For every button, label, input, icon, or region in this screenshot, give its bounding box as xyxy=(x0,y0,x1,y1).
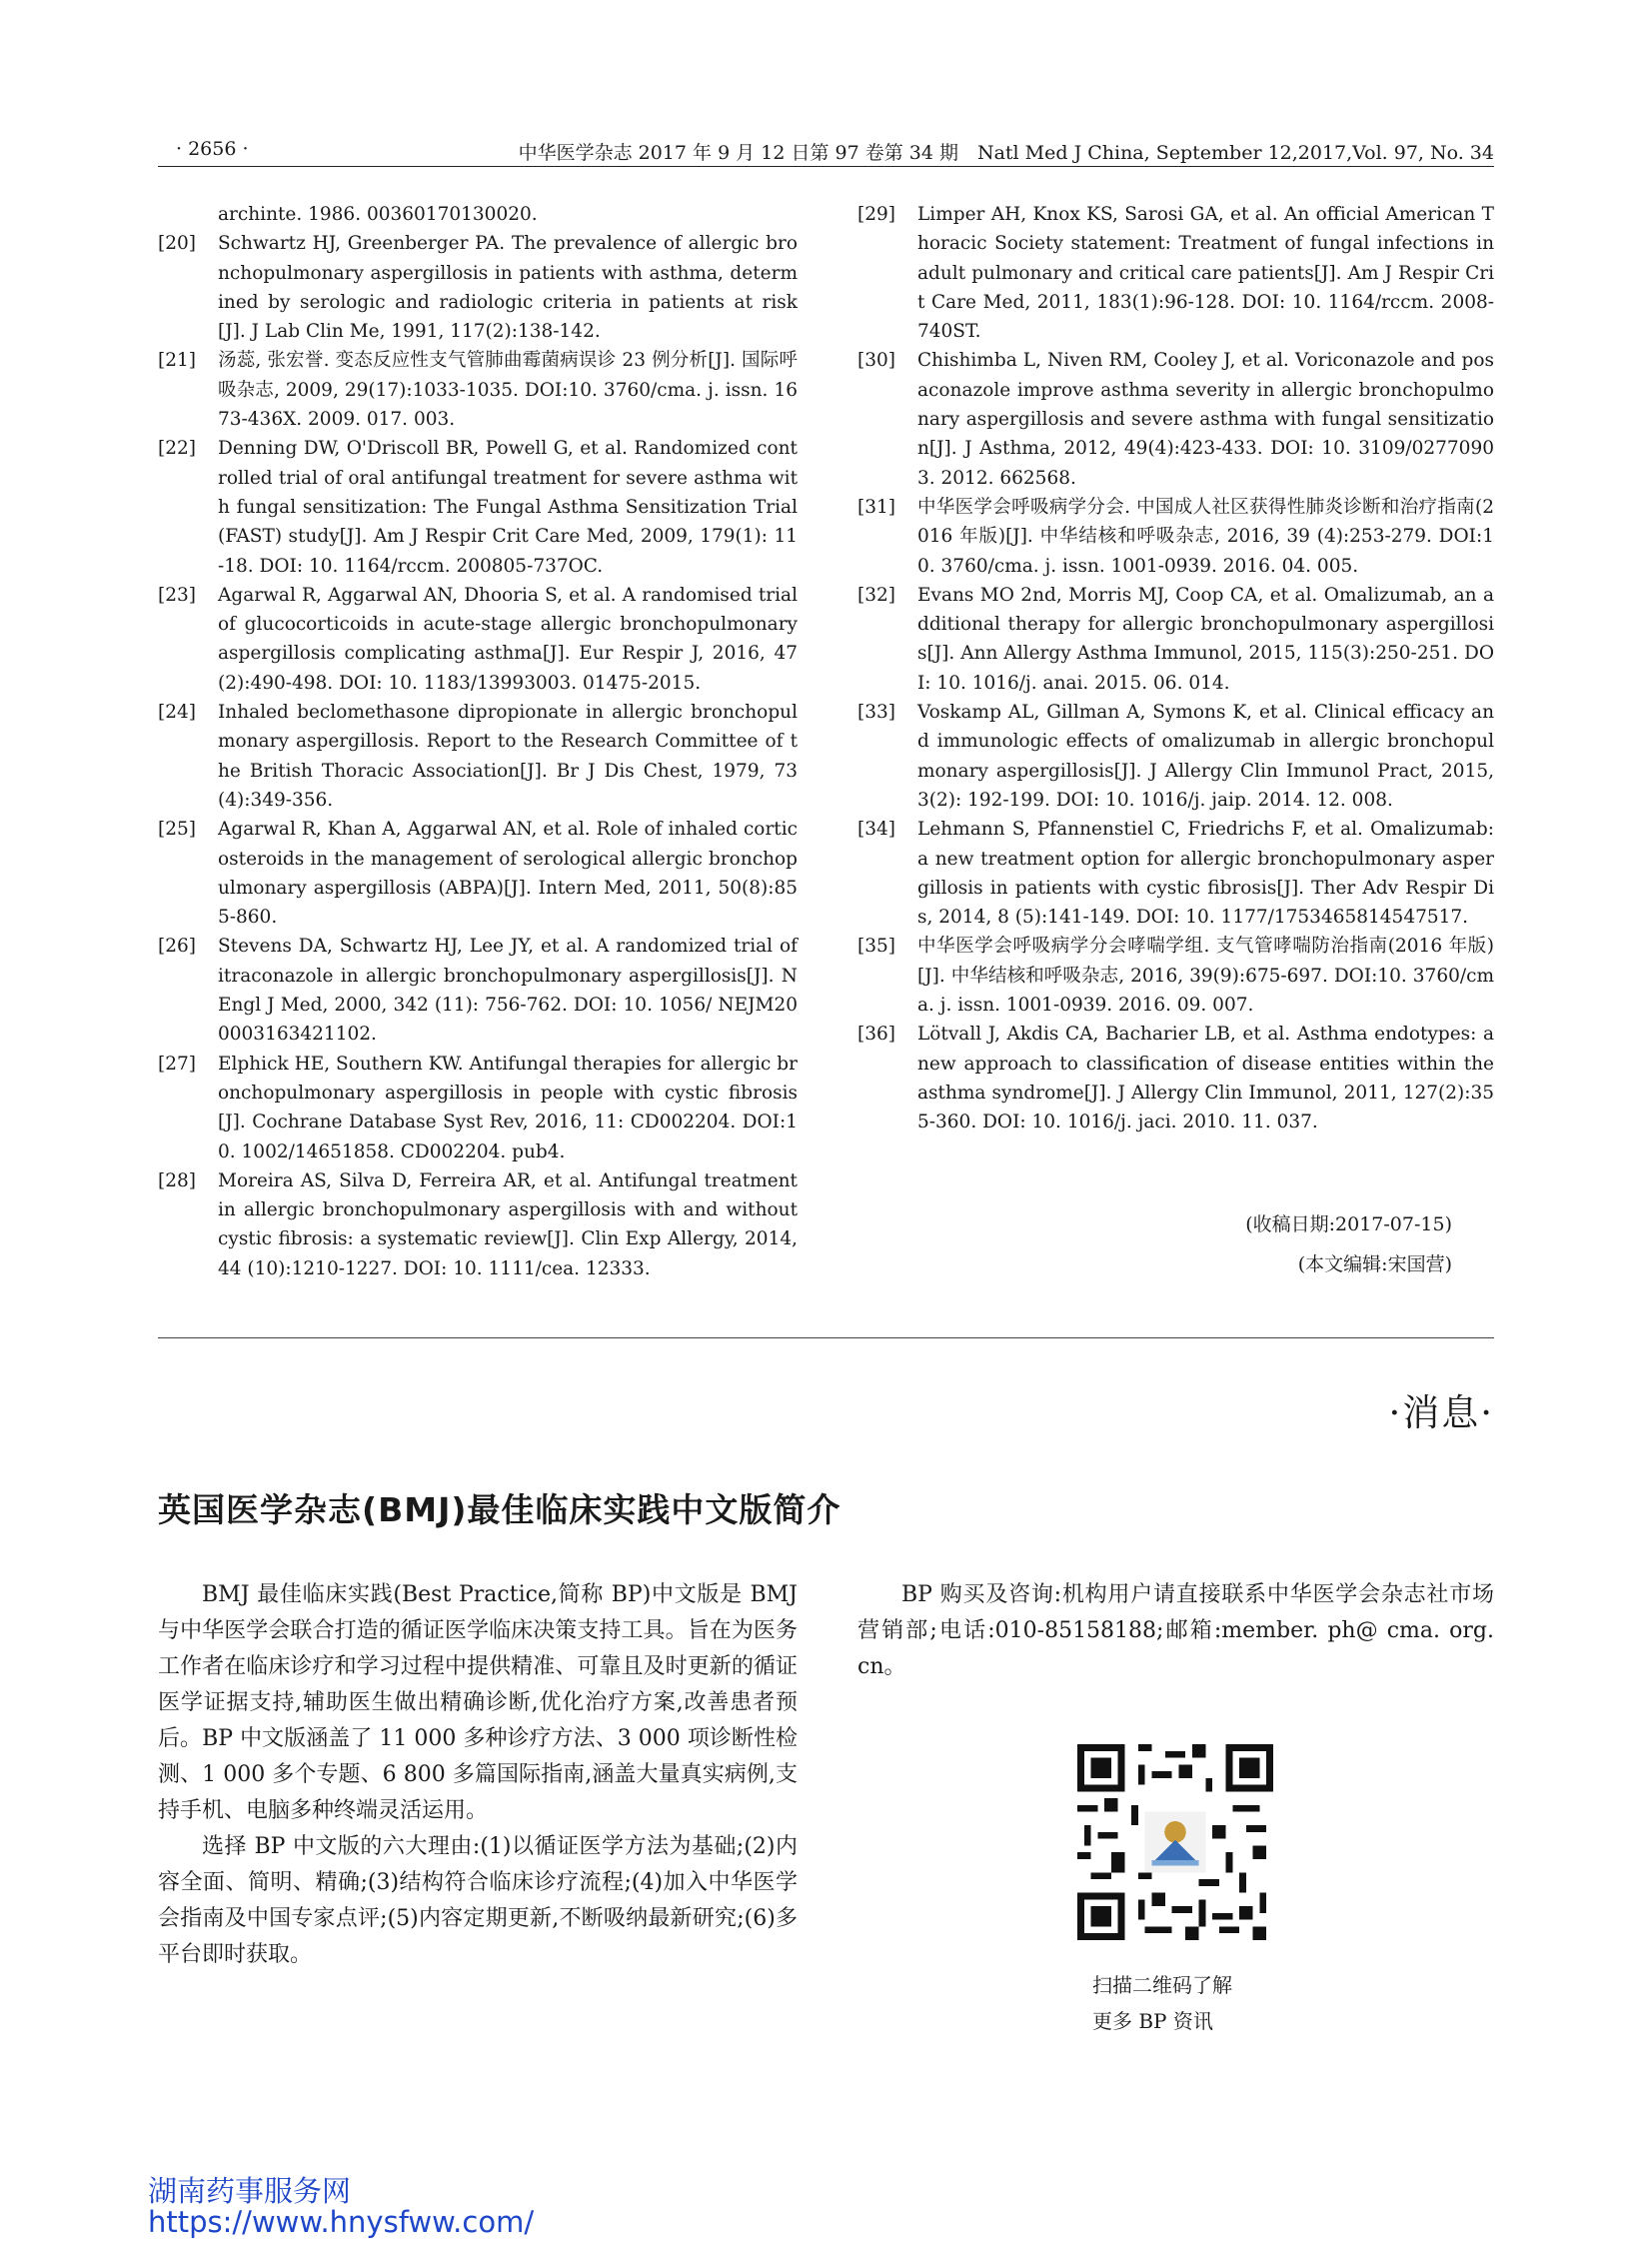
reference-item xyxy=(857,200,1494,346)
reference-number: [30] xyxy=(857,350,895,372)
reference-text: Inhaled beclomethasone dipropionate in allergic bronchopulmonary aspergillosis. Report to the Research Committee of the British Thoracic Association[J]. Br J Dis Chest, 1979, 73(4):349-356. xyxy=(218,702,798,811)
news-body-right xyxy=(857,1577,1494,1685)
reference-number: [32] xyxy=(857,584,895,606)
reference-item xyxy=(857,1020,1494,1136)
news-section-tag: ·消息· xyxy=(1388,1391,1494,1434)
watermark-site-name: 湖南药事服务网 xyxy=(148,2174,352,2208)
reference-item xyxy=(857,815,1494,932)
reference-text: Moreira AS, Silva D, Ferreira AR, et al. Antifungal treatment in allergic bronchopulmonary aspergillosis with and without cystic fibrosis: a systematic review[J]. Clin Exp Allergy, 2014, 44 (10):1210-1227. DOI: 10. 1111/cea. 12333. xyxy=(218,1169,798,1279)
reference-text: Schwartz HJ, Greenberger PA. The prevalence of allergic bronchopulmonary aspergillosis in patients with asthma, determined by serologic and radiologic criteria in patients at risk [J]. J Lab Clin Me, 1991, 117(2):138-142. xyxy=(218,233,798,343)
reference-text: Limper AH, Knox KS, Sarosi GA, et al. An official American Thoracic Society statement: Treatment of fungal infections in adult pulmonary and critical care patients[J]. Am J Respir Crit Care Med, 2011, 183(1):96-128. DOI: 10. 1164/rccm. 2008-740ST. xyxy=(917,204,1494,343)
reference-text: Lötvall J, Akdis CA, Bacharier LB, et al. Asthma endotypes: a new approach to classification of disease entities within the asthma syndrome[J]. J Allergy Clin Immunol, 2011, 127(2):355-360. DOI: 10. 1016/j. jaci. 2010. 11. 037. xyxy=(917,1024,1494,1133)
reference-item xyxy=(857,698,1494,815)
reference-number: [20] xyxy=(158,233,196,255)
reference-number: [31] xyxy=(857,496,895,518)
reference-continuation: archinte. 1986. 00360170130020. xyxy=(218,204,538,225)
reference-number: [29] xyxy=(857,204,895,225)
reference-item xyxy=(857,581,1494,698)
news-title: 英国医学杂志(BMJ)最佳临床实践中文版简介 xyxy=(158,1490,841,1529)
reference-item xyxy=(857,493,1494,581)
reference-number: [26] xyxy=(158,936,196,958)
editor-credit: (本文编辑:宋国营) xyxy=(1297,1253,1452,1275)
reference-number: [36] xyxy=(857,1024,895,1046)
reference-item xyxy=(158,1166,798,1283)
received-date: (收稿日期:2017-07-15) xyxy=(1245,1213,1452,1235)
reference-text: Denning DW, O'Driscoll BR, Powell G, et al. Randomized controlled trial of oral antifungal treatment for severe asthma with fungal sensitization: The Fungal Asthma Sensitization Trial (FAST) study[J]. Am J Respir Crit Care Med, 2009, 179(1): 11-18. DOI: 10. 1164/rccm. 200805-737OC. xyxy=(218,438,798,577)
reference-number: [22] xyxy=(158,438,196,460)
section-divider xyxy=(158,1337,1494,1338)
reference-item xyxy=(158,815,798,932)
page-number: · 2656 · xyxy=(176,138,249,160)
reference-item xyxy=(857,346,1494,492)
reference-number: [23] xyxy=(158,584,196,606)
qr-code-image xyxy=(1077,1744,1273,1940)
reference-text: 汤蕊, 张宏誉. 变态反应性支气管肺曲霉菌病误诊 23 例分析[J]. 国际呼吸杂志, 2009, 29(17):1033-1035. DOI:10. 3760/cma. j. issn. 1673-436X. 2009. 017. 003. xyxy=(218,350,798,431)
reference-number: [34] xyxy=(857,819,895,841)
reference-text: 中华医学会呼吸病学分会哮喘学组. 支气管哮喘防治指南(2016 年版)[J]. 中华结核和呼吸杂志, 2016, 39(9):675-697. DOI:10. 3760/cma. j. issn. 1001-0939. 2016. 09. 007. xyxy=(917,936,1494,1017)
reference-text: Chishimba L, Niven RM, Cooley J, et al. Voriconazole and posaconazole improve asthma severity in allergic bronchopulmonary aspergillosis and severe asthma with fungal sensitization[J]. J Asthma, 2012, 49(4):423-433. DOI: 10. 3109/02770903. 2012. 662568. xyxy=(917,350,1494,489)
reference-number: [25] xyxy=(158,819,196,841)
reference-item xyxy=(158,581,798,698)
reference-text: Agarwal R, Aggarwal AN, Dhooria S, et al. A randomised trial of glucocorticoids in acute-stage allergic bronchopulmonary aspergillosis complicating asthma[J]. Eur Respir J, 2016, 47 (2):490-498. DOI: 10. 1183/13993003. 01475-2015. xyxy=(218,584,798,694)
received-info xyxy=(1245,1204,1452,1284)
reference-number: [27] xyxy=(158,1053,196,1075)
reference-text: Stevens DA, Schwartz HJ, Lee JY, et al. A randomized trial of itraconazole in allergic bronchopulmonary aspergillosis[J]. N Engl J Med, 2000, 342 (11): 756-762. DOI: 10. 1056/ NEJM200003163421102. xyxy=(218,936,798,1046)
reference-number: [21] xyxy=(158,350,196,372)
reference-text: 中华医学会呼吸病学分会. 中国成人社区获得性肺炎诊断和治疗指南(2016 年版)[J]. 中华结核和呼吸杂志, 2016, 39 (4):253-279. DOI:10. 3760/cma. j. issn. 1001-0939. 2016. 04. 005. xyxy=(917,496,1494,577)
references-right-column xyxy=(857,200,1494,1137)
reference-number: [33] xyxy=(857,702,895,724)
qr-caption-line: 扫描二维码了解 xyxy=(1092,1973,1232,1997)
reference-item xyxy=(158,1050,798,1166)
reference-text: Agarwal R, Khan A, Aggarwal AN, et al. Role of inhaled corticosteroids in the management of serological allergic bronchopulmonary aspergillosis (ABPA)[J]. Intern Med, 2011, 50(8):855-860. xyxy=(218,819,798,929)
news-body-left xyxy=(158,1577,798,1973)
reference-item xyxy=(158,434,798,580)
running-header xyxy=(158,136,1494,167)
reference-text: Evans MO 2nd, Morris MJ, Coop CA, et al. Omalizumab, an additional therapy for allergic bronchopulmonary aspergillosis[J]. Ann Allergy Asthma Immunol, 2015, 115(3):250-251. DOI: 10. 1016/j. anai. 2015. 06. 014. xyxy=(917,584,1494,694)
reference-number: [35] xyxy=(857,936,895,958)
reference-number: [28] xyxy=(158,1169,196,1191)
references-left-column xyxy=(158,200,798,1283)
news-paragraph: 选择 BP 中文版的六大理由:(1)以循证医学方法为基础;(2)内容全面、简明、精确;(3)结构符合临床诊疗流程;(4)加入中华医学会指南及中国专家点评;(5)内容定期更新,不断吸纳最新研究;(6)多平台即时获取。 xyxy=(158,1834,798,1967)
reference-item xyxy=(857,932,1494,1020)
news-paragraph: BMJ 最佳临床实践(Best Practice,简称 BP)中文版是 BMJ 与中华医学会联合打造的循证医学临床决策支持工具。旨在为医务工作者在临床诊疗和学习过程中提供精准、可靠且及时更新的循证医学证据支持,辅助医生做出精确诊断,优化治疗方案,改善患者预后。BP 中文版涵盖了 11 000 多种诊疗方法、3 000 项诊断性检测、1 000 多个专题、6 800 多篇国际指南,涵盖大量真实病例,支持手机、电脑多种终端灵活运用。 xyxy=(158,1582,798,1823)
reference-text: Voskamp AL, Gillman A, Symons K, et al. Clinical efficacy and immunologic effects of omalizumab in allergic bronchopulmonary aspergillosis[J]. J Allergy Clin Immunol Pract, 2015, 3(2): 192-199. DOI: 10. 1016/j. jaip. 2014. 12. 008. xyxy=(917,702,1494,811)
reference-text: Lehmann S, Pfannenstiel C, Friedrichs F, et al. Omalizumab: a new treatment option for allergic bronchopulmonary aspergillosis in patients with cystic fibrosis[J]. Ther Adv Respir Dis, 2014, 8 (5):141-149. DOI: 10. 1177/1753465814547517. xyxy=(917,819,1494,929)
watermark-url[interactable]: https://www.hnysfww.com/ xyxy=(148,2205,535,2239)
qr-caption-line: 更多 BP 资讯 xyxy=(1092,2009,1213,2033)
contact-paragraph: BP 购买及咨询:机构用户请直接联系中华医学会杂志社市场营销部;电话:010-85158188;邮箱:member. ph@ cma. org. cn。 xyxy=(857,1582,1494,1679)
journal-citation-line: 中华医学杂志 2017 年 9 月 12 日第 97 卷第 34 期 Natl Med J China, September 12,2017,Vol. 97, No. 34 xyxy=(518,142,1494,164)
reference-item xyxy=(158,229,798,346)
reference-item xyxy=(158,932,798,1049)
reference-item xyxy=(158,346,798,434)
reference-number: [24] xyxy=(158,702,196,724)
reference-item xyxy=(158,698,798,815)
qr-caption xyxy=(1092,1967,1232,2039)
reference-text: Elphick HE, Southern KW. Antifungal therapies for allergic bronchopulmonary aspergillosis in people with cystic fibrosis[J]. Cochrane Database Syst Rev, 2016, 11: CD002204. DOI:10. 1002/14651858. CD002204. pub4. xyxy=(218,1053,798,1162)
